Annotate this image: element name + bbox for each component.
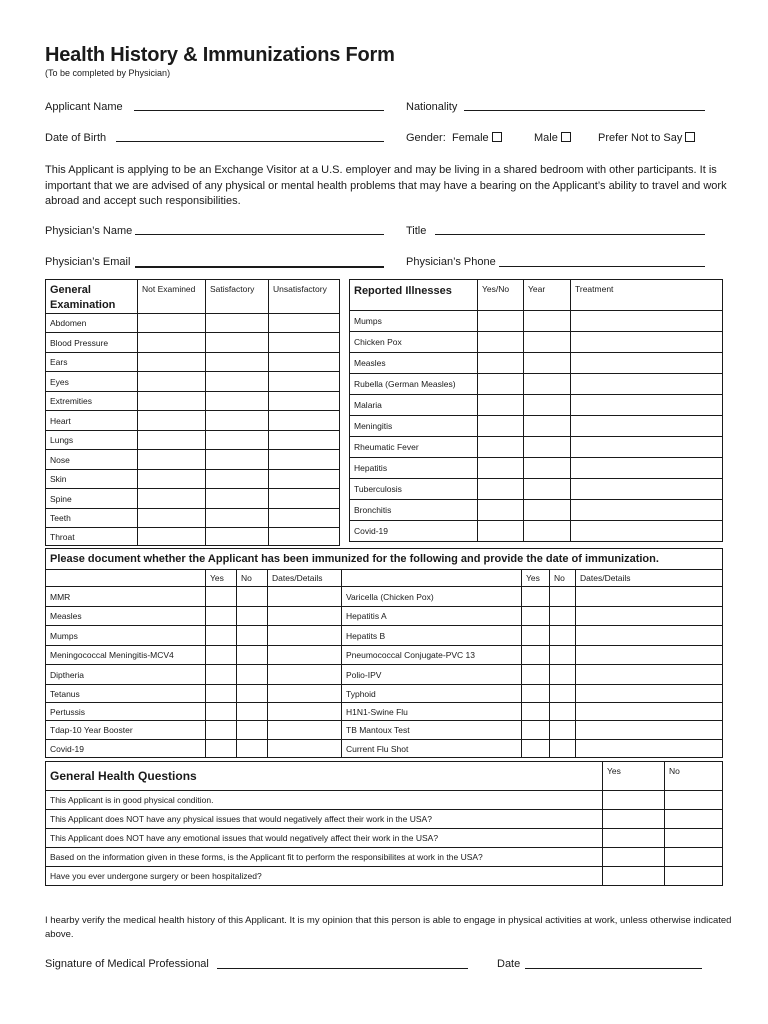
illness-cell[interactable]: [478, 521, 524, 542]
immunization-cell[interactable]: [206, 740, 237, 758]
immunization-cell[interactable]: [206, 587, 237, 607]
question-no-cell[interactable]: [665, 810, 723, 829]
physician-phone-field[interactable]: [499, 266, 705, 267]
immunization-cell[interactable]: [522, 685, 550, 703]
exam-row-label: Heart: [46, 411, 138, 431]
immunization-row: [46, 607, 723, 626]
illness-cell[interactable]: [524, 437, 571, 458]
physician-email-field[interactable]: [135, 266, 384, 268]
illness-cell[interactable]: [524, 395, 571, 416]
exam-col-header: Satisfactory: [206, 280, 269, 314]
exam-cell[interactable]: [206, 314, 269, 333]
exam-row: [46, 450, 340, 470]
immunization-cell[interactable]: [237, 607, 268, 626]
illness-cell[interactable]: [478, 416, 524, 437]
immunization-cell[interactable]: [576, 646, 723, 665]
male-option[interactable]: [534, 132, 571, 144]
prefer-not-label: Prefer Not to Say: [598, 132, 683, 144]
illness-cell[interactable]: [524, 374, 571, 395]
exam-cell[interactable]: [206, 450, 269, 470]
immunization-row: [46, 721, 723, 740]
illness-row: [350, 500, 723, 521]
vaccine-label: Tdap-10 Year Booster: [46, 721, 206, 740]
vaccine-label: Varicella (Chicken Pox): [342, 587, 522, 607]
illness-cell[interactable]: [524, 500, 571, 521]
illness-row-label: Chicken Pox: [350, 332, 478, 353]
dob-field[interactable]: [116, 141, 384, 142]
vaccine-label: Pertussis: [46, 703, 206, 721]
male-label: Male: [534, 132, 558, 144]
immunization-cell[interactable]: [268, 646, 342, 665]
question-yes-cell[interactable]: [603, 829, 665, 848]
question-text: This Applicant is in good physical condition.: [46, 791, 603, 810]
exam-cell[interactable]: [269, 431, 340, 450]
illness-cell[interactable]: [524, 353, 571, 374]
vaccine-label: Typhoid: [342, 685, 522, 703]
exam-cell[interactable]: [138, 431, 206, 450]
immunization-cell[interactable]: [550, 685, 576, 703]
immunization-cell[interactable]: [522, 587, 550, 607]
immunization-cell[interactable]: [268, 685, 342, 703]
exam-row: [46, 431, 340, 450]
exam-header: General Examination: [46, 280, 138, 314]
immunization-cell[interactable]: [550, 721, 576, 740]
female-label: Female: [452, 132, 489, 144]
exam-cell[interactable]: [206, 431, 269, 450]
nationality-field[interactable]: [464, 110, 705, 111]
page-subtitle: (To be completed by Physician): [45, 68, 171, 78]
immunization-header: Please document whether the Applicant has been immunized for the following and provide the date of immunization.: [46, 549, 723, 570]
illness-cell[interactable]: [571, 311, 723, 332]
illness-row-label: Malaria: [350, 395, 478, 416]
exam-cell[interactable]: [206, 489, 269, 509]
immunization-cell[interactable]: [206, 703, 237, 721]
immunization-cell[interactable]: [522, 721, 550, 740]
illness-row-label: Covid-19: [350, 521, 478, 542]
exam-row-label: Lungs: [46, 431, 138, 450]
immunization-cell[interactable]: [522, 703, 550, 721]
illness-cell[interactable]: [571, 395, 723, 416]
immunization-row: [46, 587, 723, 607]
illness-cell[interactable]: [478, 479, 524, 500]
illness-cell[interactable]: [571, 374, 723, 395]
question-no-cell[interactable]: [665, 848, 723, 867]
illness-cell[interactable]: [524, 479, 571, 500]
prefer-not-option[interactable]: [598, 132, 695, 144]
vaccine-label: Covid-19: [46, 740, 206, 758]
exam-row: [46, 353, 340, 372]
immunization-cell[interactable]: [550, 646, 576, 665]
immunization-row: [46, 626, 723, 646]
illness-row-label: Rubella (German Measles): [350, 374, 478, 395]
question-yes-cell[interactable]: [603, 867, 665, 886]
immunization-cell[interactable]: [206, 607, 237, 626]
exam-row: [46, 470, 340, 489]
exam-row: [46, 392, 340, 411]
question-row: [46, 848, 723, 867]
immunization-cell[interactable]: [268, 740, 342, 758]
immunization-cell[interactable]: [550, 587, 576, 607]
illness-header: Reported Illnesses: [350, 280, 478, 311]
reported-illnesses-table: [349, 279, 723, 542]
exam-row-label: Skin: [46, 470, 138, 489]
immunization-cell[interactable]: [576, 607, 723, 626]
immunization-cell[interactable]: [550, 607, 576, 626]
exam-cell[interactable]: [206, 411, 269, 431]
female-checkbox[interactable]: [492, 132, 502, 142]
exam-row-label: Throat: [46, 528, 138, 546]
verification-statement: I hearby verify the medical health history of this Applicant. It is my opinion that this person is able to engage in physical activities at work, unless otherwise indicated above.: [45, 915, 732, 940]
immunization-col-header: Yes: [206, 570, 237, 587]
illness-cell[interactable]: [524, 311, 571, 332]
exam-cell[interactable]: [269, 333, 340, 353]
immunization-cell[interactable]: [522, 607, 550, 626]
dob-label: Date of Birth: [45, 132, 107, 144]
immunization-cell[interactable]: [522, 626, 550, 646]
immunization-cell[interactable]: [576, 721, 723, 740]
title-field[interactable]: [435, 234, 705, 235]
exam-cell[interactable]: [138, 489, 206, 509]
immunization-cell[interactable]: [576, 587, 723, 607]
illness-cell[interactable]: [571, 416, 723, 437]
date-label: Date: [497, 958, 521, 970]
signature-field[interactable]: [217, 968, 468, 969]
physician-email-label: Physician’s Email: [45, 256, 131, 268]
immunization-cell[interactable]: [237, 646, 268, 665]
immunization-col-header: Yes: [522, 570, 550, 587]
male-checkbox[interactable]: [561, 132, 571, 142]
immunization-row: [46, 685, 723, 703]
illness-cell[interactable]: [571, 332, 723, 353]
immunization-row: [46, 740, 723, 758]
question-no-cell[interactable]: [665, 791, 723, 810]
question-row: [46, 829, 723, 848]
vaccine-label: Tetanus: [46, 685, 206, 703]
immunization-cell[interactable]: [268, 626, 342, 646]
illness-row: [350, 437, 723, 458]
exam-cell[interactable]: [138, 411, 206, 431]
vaccine-label: MMR: [46, 587, 206, 607]
question-text: This Applicant does NOT have any physical issues that would negatively affect their work in the USA?: [46, 810, 603, 829]
illness-cell[interactable]: [478, 374, 524, 395]
illness-cell[interactable]: [571, 353, 723, 374]
immunization-col-header: Dates/Details: [268, 570, 342, 587]
exam-row-label: Abdomen: [46, 314, 138, 333]
exam-cell[interactable]: [269, 509, 340, 528]
exam-header-row: [46, 280, 340, 314]
immunization-cell[interactable]: [237, 740, 268, 758]
exam-cell[interactable]: [269, 528, 340, 546]
immunization-cell[interactable]: [268, 665, 342, 685]
illness-row: [350, 374, 723, 395]
exam-cell[interactable]: [269, 470, 340, 489]
exam-cell[interactable]: [138, 528, 206, 546]
page-title: Health History & Immunizations Form: [45, 44, 395, 66]
exam-col-header: Unsatisfactory: [269, 280, 340, 314]
illness-cell[interactable]: [571, 458, 723, 479]
immunization-col-header: No: [237, 570, 268, 587]
illness-cell[interactable]: [571, 521, 723, 542]
physician-phone-label: Physician’s Phone: [406, 256, 496, 268]
immunization-blank: [342, 570, 522, 587]
question-yes-cell[interactable]: [603, 810, 665, 829]
exam-cell[interactable]: [269, 450, 340, 470]
illness-cell[interactable]: [478, 437, 524, 458]
illness-cell[interactable]: [478, 500, 524, 521]
vaccine-label: Hepatitis A: [342, 607, 522, 626]
questions-header: General Health Questions: [46, 762, 603, 791]
date-field[interactable]: [525, 968, 702, 969]
immunization-blank: [46, 570, 206, 587]
exam-cell[interactable]: [269, 489, 340, 509]
exam-row: [46, 372, 340, 392]
illness-cell[interactable]: [524, 458, 571, 479]
immunization-col-header: Dates/Details: [576, 570, 723, 587]
illness-row-label: Hepatitis: [350, 458, 478, 479]
immunization-cell[interactable]: [268, 587, 342, 607]
exam-row-label: Teeth: [46, 509, 138, 528]
immunization-col-row: [46, 570, 723, 587]
illness-row-label: Bronchitis: [350, 500, 478, 521]
immunization-cell[interactable]: [268, 703, 342, 721]
general-exam-table: [45, 279, 340, 546]
vaccine-label: Measles: [46, 607, 206, 626]
exam-cell[interactable]: [138, 372, 206, 392]
immunization-cell[interactable]: [522, 740, 550, 758]
illness-cell[interactable]: [571, 500, 723, 521]
immunization-cell[interactable]: [206, 665, 237, 685]
question-text: This Applicant does NOT have any emotional issues that would negatively affect their work in the USA?: [46, 829, 603, 848]
illness-col-header: Treatment: [571, 280, 723, 311]
immunization-cell[interactable]: [550, 740, 576, 758]
illness-cell[interactable]: [478, 395, 524, 416]
exam-cell[interactable]: [206, 392, 269, 411]
question-no-cell[interactable]: [665, 867, 723, 886]
exam-row: [46, 314, 340, 333]
exam-cell[interactable]: [269, 353, 340, 372]
illness-col-header: Year: [524, 280, 571, 311]
illness-row-label: Rheumatic Fever: [350, 437, 478, 458]
immunization-cell[interactable]: [268, 607, 342, 626]
illness-header-row: [350, 280, 723, 311]
exam-row-label: Spine: [46, 489, 138, 509]
physician-name-field[interactable]: [135, 234, 384, 235]
immunization-header-row: [46, 549, 723, 570]
question-no-cell[interactable]: [665, 829, 723, 848]
immunization-cell[interactable]: [206, 721, 237, 740]
illness-row: [350, 395, 723, 416]
exam-cell[interactable]: [269, 411, 340, 431]
exam-cell[interactable]: [138, 333, 206, 353]
vaccine-label: Meningococcal Meningitis-MCV4: [46, 646, 206, 665]
illness-cell[interactable]: [524, 521, 571, 542]
applicant-name-field[interactable]: [134, 110, 384, 111]
question-row: [46, 810, 723, 829]
vaccine-label: H1N1-Swine Flu: [342, 703, 522, 721]
immunization-cell[interactable]: [268, 721, 342, 740]
immunization-cell[interactable]: [237, 703, 268, 721]
exam-row-label: Eyes: [46, 372, 138, 392]
illness-row-label: Measles: [350, 353, 478, 374]
illness-cell[interactable]: [478, 311, 524, 332]
immunization-cell[interactable]: [206, 626, 237, 646]
exam-row-label: Nose: [46, 450, 138, 470]
immunization-cell[interactable]: [206, 685, 237, 703]
exam-cell[interactable]: [138, 314, 206, 333]
immunization-cell[interactable]: [237, 685, 268, 703]
immunization-cell[interactable]: [237, 626, 268, 646]
exam-cell[interactable]: [269, 314, 340, 333]
vaccine-label: Mumps: [46, 626, 206, 646]
exam-row: [46, 489, 340, 509]
illness-cell[interactable]: [571, 479, 723, 500]
exam-cell[interactable]: [269, 392, 340, 411]
female-option[interactable]: [452, 132, 502, 144]
questions-header-row: [46, 762, 723, 791]
vaccine-label: TB Mantoux Test: [342, 721, 522, 740]
illness-cell[interactable]: [571, 437, 723, 458]
immunization-cell[interactable]: [576, 703, 723, 721]
question-row: [46, 791, 723, 810]
questions-col-header: No: [665, 762, 723, 791]
illness-row: [350, 479, 723, 500]
question-text: Have you ever undergone surgery or been hospitalized?: [46, 867, 603, 886]
applicant-name-label: Applicant Name: [45, 101, 123, 113]
immunization-row: [46, 665, 723, 685]
prefer-not-checkbox[interactable]: [685, 132, 695, 142]
illness-cell[interactable]: [478, 353, 524, 374]
exam-row-label: Blood Pressure: [46, 333, 138, 353]
physician-name-label: Physician’s Name: [45, 225, 133, 237]
exam-row: [46, 411, 340, 431]
immunization-cell[interactable]: [237, 587, 268, 607]
exam-row-label: Extremities: [46, 392, 138, 411]
immunization-table: [45, 548, 723, 758]
health-questions-table: [45, 761, 723, 886]
illness-row: [350, 521, 723, 542]
exam-cell[interactable]: [206, 509, 269, 528]
exam-cell[interactable]: [206, 372, 269, 392]
vaccine-label: Polio-IPV: [342, 665, 522, 685]
exam-cell[interactable]: [269, 372, 340, 392]
illness-cell[interactable]: [524, 332, 571, 353]
exam-cell[interactable]: [138, 509, 206, 528]
immunization-cell[interactable]: [576, 665, 723, 685]
question-row: [46, 867, 723, 886]
immunization-cell[interactable]: [206, 646, 237, 665]
immunization-cell[interactable]: [550, 703, 576, 721]
immunization-cell[interactable]: [550, 626, 576, 646]
illness-row: [350, 311, 723, 332]
signature-label: Signature of Medical Professional: [45, 958, 209, 970]
illness-row-label: Meningitis: [350, 416, 478, 437]
question-yes-cell[interactable]: [603, 791, 665, 810]
immunization-cell[interactable]: [576, 626, 723, 646]
illness-row-label: Mumps: [350, 311, 478, 332]
vaccine-label: Diptheria: [46, 665, 206, 685]
illness-row: [350, 458, 723, 479]
nationality-label: Nationality: [406, 101, 458, 113]
illness-cell[interactable]: [524, 416, 571, 437]
immunization-cell[interactable]: [522, 665, 550, 685]
immunization-cell[interactable]: [576, 685, 723, 703]
illness-row: [350, 416, 723, 437]
illness-cell[interactable]: [478, 458, 524, 479]
immunization-cell[interactable]: [522, 646, 550, 665]
title-label: Title: [406, 225, 427, 237]
exam-cell[interactable]: [138, 353, 206, 372]
immunization-cell[interactable]: [237, 721, 268, 740]
immunization-cell[interactable]: [237, 665, 268, 685]
exam-cell[interactable]: [138, 450, 206, 470]
illness-row: [350, 332, 723, 353]
immunization-row: [46, 703, 723, 721]
questions-col-header: Yes: [603, 762, 665, 791]
exam-row-label: Ears: [46, 353, 138, 372]
illness-row-label: Tuberculosis: [350, 479, 478, 500]
immunization-cell[interactable]: [550, 665, 576, 685]
exam-row: [46, 509, 340, 528]
vaccine-label: Pneumococcal Conjugate-PVC 13: [342, 646, 522, 665]
exam-col-header: Not Examined: [138, 280, 206, 314]
exam-row: [46, 528, 340, 546]
question-text: Based on the information given in these forms, is the Applicant fit to perform the responsibilites at work in the USA?: [46, 848, 603, 867]
illness-cell[interactable]: [478, 332, 524, 353]
illness-col-header: Yes/No: [478, 280, 524, 311]
exam-cell[interactable]: [206, 470, 269, 489]
vaccine-label: Hepatits B: [342, 626, 522, 646]
vaccine-label: Current Flu Shot: [342, 740, 522, 758]
exam-cell[interactable]: [206, 528, 269, 546]
question-yes-cell[interactable]: [603, 848, 665, 867]
exam-cell[interactable]: [206, 333, 269, 353]
exam-cell[interactable]: [138, 392, 206, 411]
exam-row: [46, 333, 340, 353]
gender-label: Gender:: [406, 132, 446, 144]
exam-cell[interactable]: [206, 353, 269, 372]
immunization-row: [46, 646, 723, 665]
immunization-cell[interactable]: [576, 740, 723, 758]
intro-paragraph: This Applicant is applying to be an Exchange Visitor at a U.S. employer and may be living in a shared bedroom with other participants. It is important that we are advised of any physical or mental health problems that may have a bearing on the Applicant’s ability to travel and work abroad and accept such responsibilities.: [45, 164, 727, 207]
illness-row: [350, 353, 723, 374]
immunization-col-header: No: [550, 570, 576, 587]
exam-cell[interactable]: [138, 470, 206, 489]
